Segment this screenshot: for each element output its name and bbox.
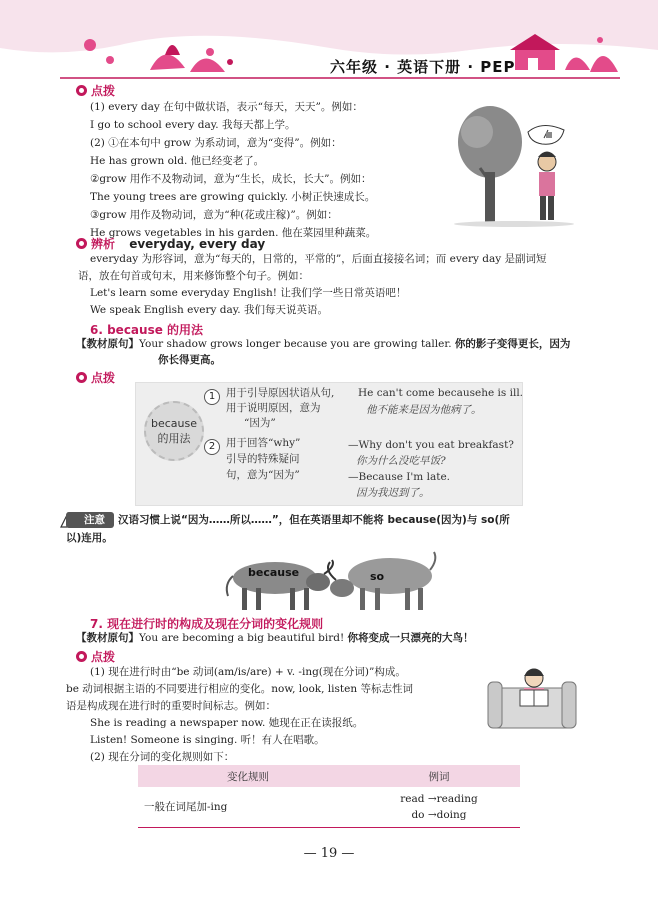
analysis-terms: everyday, every day [129, 237, 266, 251]
analysis-heading: 辨析 everyday, every day [76, 235, 265, 252]
diagram-item1-desc-2: 用于说明原因，意为 [226, 402, 321, 414]
analysis-line-2: 语，放在句首或句末，用来修饰整个句子。例如： [78, 270, 309, 282]
section7-line-5: Listen! Someone is singing. 听！有人在唱歌。 [90, 734, 325, 746]
bullet-icon [76, 238, 87, 249]
page-number: — 19 — [303, 846, 355, 861]
bullet-icon [76, 372, 87, 383]
page-header [0, 0, 658, 80]
note-line-1: 汉语习惯上说“因为……所以……”，但在英语里却不能将 because(因为)与 so(所 [118, 514, 510, 526]
diagram-item2-desc-1: 用于回答“why” [226, 437, 301, 449]
diagram-item1-example-en: He can't come becausehe is ill. [358, 387, 524, 399]
bullet-icon [76, 85, 87, 96]
note-badge: 注意 [66, 512, 114, 528]
because-usage-diagram [135, 382, 523, 506]
diagram-item2-question-en: —Why don't you eat breakfast? [348, 439, 514, 451]
tip-line-1: (1) every day 在句中做状语，表示“每天，天天”。例如： [90, 101, 363, 113]
table-header-rule: 变化规则 [138, 765, 358, 787]
diagram-item2-desc-2: 引导的特殊疑问 [226, 453, 300, 465]
note-line-2: 以)连用。 [66, 532, 113, 544]
diagram-number-2: 2 [204, 439, 220, 455]
table-header-example: 例词 [358, 765, 520, 787]
section6-source: 【教材原句】Your shadow grows longer because you are growing taller. 你的影子变得更长，因为 [76, 338, 571, 350]
table-cell-example: read →reading do →doing [358, 787, 520, 827]
analysis-line-1: everyday 为形容词，意为“每天的，日常的，平常的”，后面直接接名词；而 every day 是副词短 [90, 253, 547, 265]
tip-line-5: ②grow 用作不及物动词，意为“生长，成长，长大”。例如： [90, 173, 372, 185]
section6-tip-heading: 点拨 [76, 369, 115, 386]
diagram-item2-question-cn: 你为什么没吃早饭? [356, 455, 446, 467]
diagram-item1-example-cn: 他不能来是因为他病了。 [366, 404, 482, 416]
section7-source: 【教材原句】You are becoming a big beautiful bird! 你将变成一只漂亮的大鸟！ [76, 632, 474, 644]
diagram-center: because 的用法 [144, 401, 204, 461]
table-row [138, 787, 520, 827]
analysis-line-4: We speak English every day. 我们每天说英语。 [90, 304, 328, 316]
girl-reading-illustration [486, 660, 578, 734]
bull-left-label: because [248, 566, 300, 579]
tree-boy-illustration [452, 102, 577, 227]
diagram-item2-answer-cn: 因为我迟到了。 [356, 487, 430, 499]
section7-tip-heading: 点拨 [76, 648, 115, 665]
tip-line-7: ③grow 用作及物动词，意为“种(花或庄稼)”。例如： [90, 209, 338, 221]
diagram-item2-answer-en: —Because I'm late. [348, 471, 450, 483]
section7-line-3: 语是构成现在进行时的重要时间标志。例如： [66, 700, 276, 712]
section6-title: 6. because 的用法 [90, 323, 204, 337]
bullet-icon [76, 651, 87, 662]
tip-line-3: (2) ①在本句中 grow 为系动词，意为“变得”。例如： [90, 137, 342, 149]
header-decoration [0, 0, 658, 80]
section7-line-4: She is reading a newspaper now. 她现在正在读报纸。 [90, 717, 364, 729]
tip-line-2: I go to school every day. 我每天都上学。 [90, 119, 296, 131]
table-header-row [138, 765, 520, 787]
diagram-item1-desc-1: 用于引导原因状语从句, [226, 387, 335, 399]
tip-line-8: He grows vegetables in his garden. 他在菜园里种蔬菜。 [90, 227, 377, 239]
diagram-number-1: 1 [204, 389, 220, 405]
bull-right-label: so [370, 570, 385, 583]
section7-line-2: be 动词根据主语的不同要进行相应的变化。now, look, listen 等标志性词 [66, 683, 413, 695]
tip-line-6: The young trees are growing quickly. 小树正快速成长。 [90, 191, 376, 203]
section7-title: 7. 现在进行时的构成及现在分词的变化规则 [90, 617, 324, 631]
table-cell-rule: 一般在词尾加-ing [138, 787, 358, 827]
section7-line-1: (1) 现在进行时由“be 动词(am/is/are) + v. -ing(现在分词)”构成。 [90, 666, 406, 678]
section7-line-6: (2) 现在分词的变化规则如下： [90, 751, 235, 763]
fighting-bulls-illustration [220, 548, 440, 614]
participle-rules-table [138, 765, 520, 828]
tip-line-4: He has grown old. 他已经变老了。 [90, 155, 265, 167]
tip-heading: 点拨 [76, 82, 115, 99]
analysis-line-3: Let's learn some everyday English! 让我们学一些日常英语吧！ [90, 287, 407, 299]
header-title: 六年级 · 英语下册 · PEP [330, 58, 516, 76]
diagram-item1-desc-3: “因为” [244, 417, 276, 429]
diagram-item2-desc-3: 句，意为“因为” [226, 469, 300, 481]
section6-source-cont: 你长得更高。 [158, 354, 221, 366]
